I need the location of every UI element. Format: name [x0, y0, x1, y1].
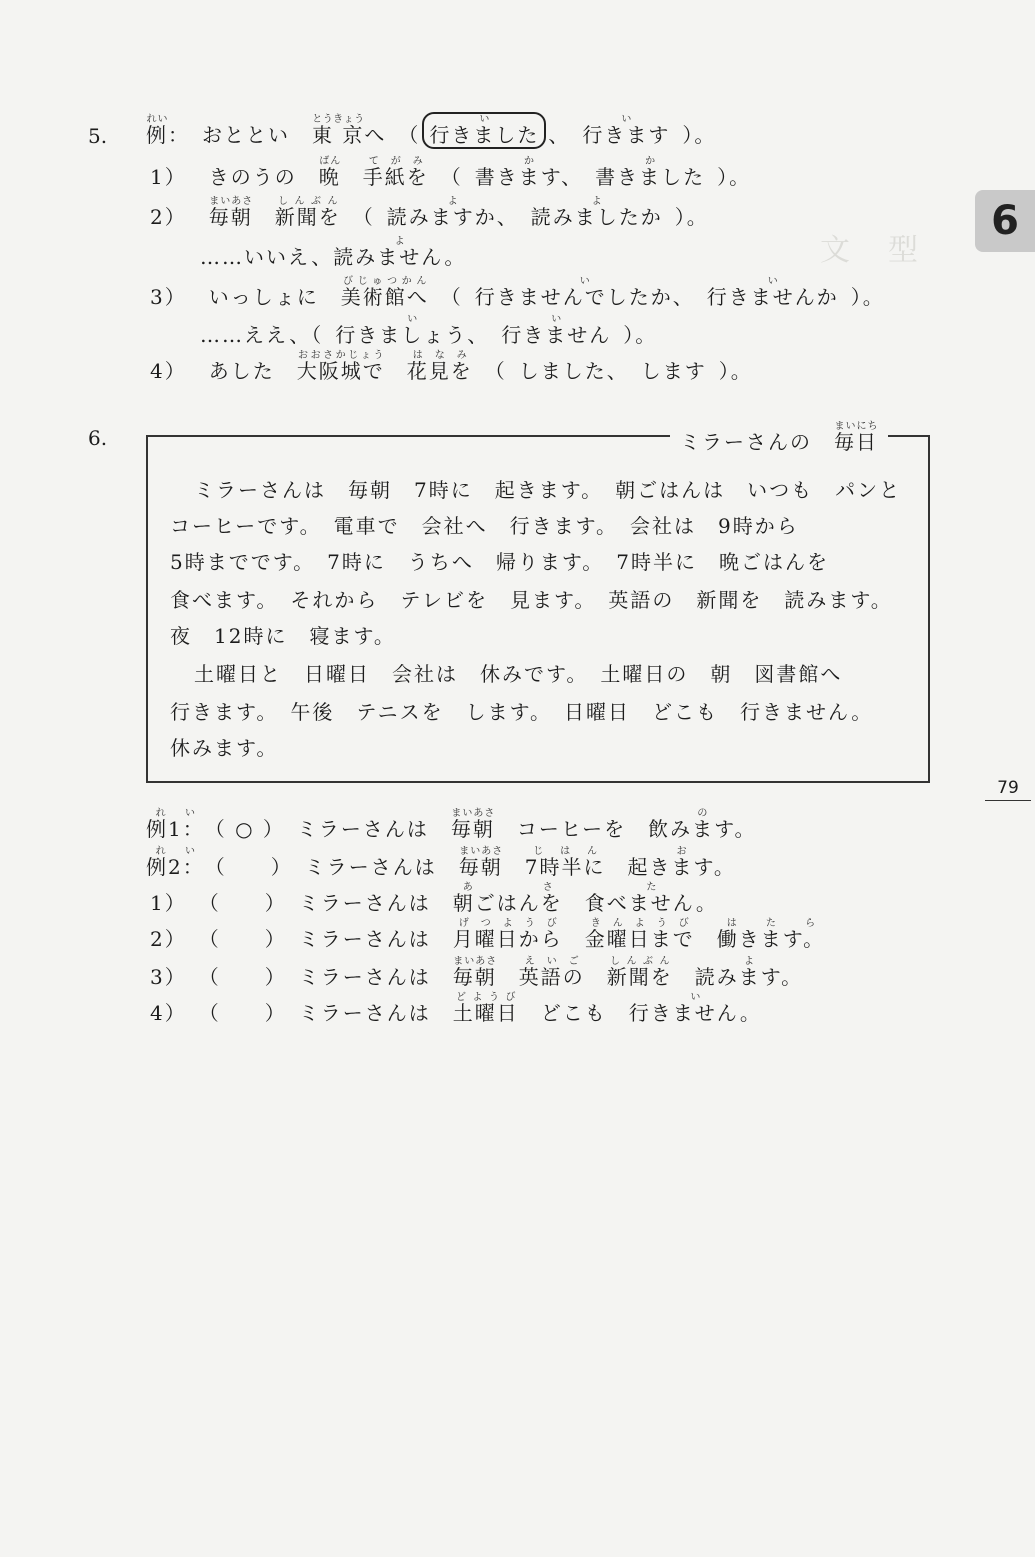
- q6-item-4: 4） （ ） ミラーさんは 土曜日どようびどこも 行きません。い: [150, 992, 762, 1025]
- question-6-number: 6.: [88, 426, 108, 450]
- passage-line: 休みます。: [170, 736, 279, 760]
- q5-item-1: 1） きのうの 晩ばん手紙をてがみ（ 書きます、か書きましたか）。: [150, 156, 752, 189]
- chapter-tab: 6: [975, 190, 1035, 252]
- q5-item-2-answer: ……いいえ、読みません。よ: [200, 236, 467, 269]
- passage-line: ミラーさんは 毎朝 7時に 起きます。 朝ごはんは いつも パンと: [194, 478, 902, 502]
- q6-item-1: 1） （ ） ミラーさんは 朝ごはんをあさ食べません。た: [150, 882, 718, 915]
- q6-item-3: 3） （ ） ミラーさんは 毎朝まいあさ英語のえいご新聞をしんぶん読みます。よ: [150, 956, 804, 989]
- passage-line: 行きます。 午後 テニスを します。 日曜日 どこも 行きません。: [170, 700, 874, 724]
- page-number: 79: [985, 778, 1031, 801]
- q5-item-4: 4） あした 大阪城でおおさかじょう花見をはなみ（ しました、 します ）。: [150, 350, 753, 383]
- passage-line: 夜 12時に 寝ます。: [170, 624, 396, 648]
- q6-example-1: 例1：れい（ ○ ） ミラーさんは 毎朝まいあさコーヒーを 飲みます。の: [146, 808, 757, 841]
- passage-line: 食べます。 それから テレビを 見ます。 英語の 新聞を 読みます。: [170, 588, 893, 612]
- circled-answer: 行きましたい: [422, 112, 546, 149]
- q6-item-2: 2） （ ） ミラーさんは 月曜日からげつようび金曜日まできんようび働きます。はたら: [150, 918, 826, 951]
- passage-title: ミラーさんの 毎日まいにち: [670, 421, 888, 455]
- q6-example-2: 例2：れい（ ） ミラーさんは 毎朝まいあさ7時半にじはん起きます。お: [146, 846, 736, 879]
- passage-line: コーヒーです。 電車で 会社へ 行きます。 会社は 9時から: [170, 514, 799, 538]
- q5-example: 例れい： おととい 東 京とうきょうへ （ 行きましたい、 行きますい）。: [146, 114, 717, 147]
- bleed-through-decoration: 文 型: [820, 233, 922, 268]
- q5-item-3: 3） いっしょに 美術館へびじゅつかん（ 行きませんでしたか、い行きませんかい）。: [150, 276, 885, 309]
- passage-line: 土曜日と 日曜日 会社は 休みです。 土曜日の 朝 図書館へ: [194, 662, 843, 686]
- q5-item-3-answer: ……ええ、（ 行きましょう、い行きませんい）。: [200, 314, 658, 347]
- question-5-number: 5.: [88, 124, 108, 148]
- q5-item-2: 2） 毎朝まいあさ新聞をしんぶん（ 読みますか、よ読みましたかよ）。: [150, 196, 709, 229]
- passage-line: 5時までです。 7時に うちへ 帰ります。 7時半に 晩ごはんを: [170, 550, 829, 574]
